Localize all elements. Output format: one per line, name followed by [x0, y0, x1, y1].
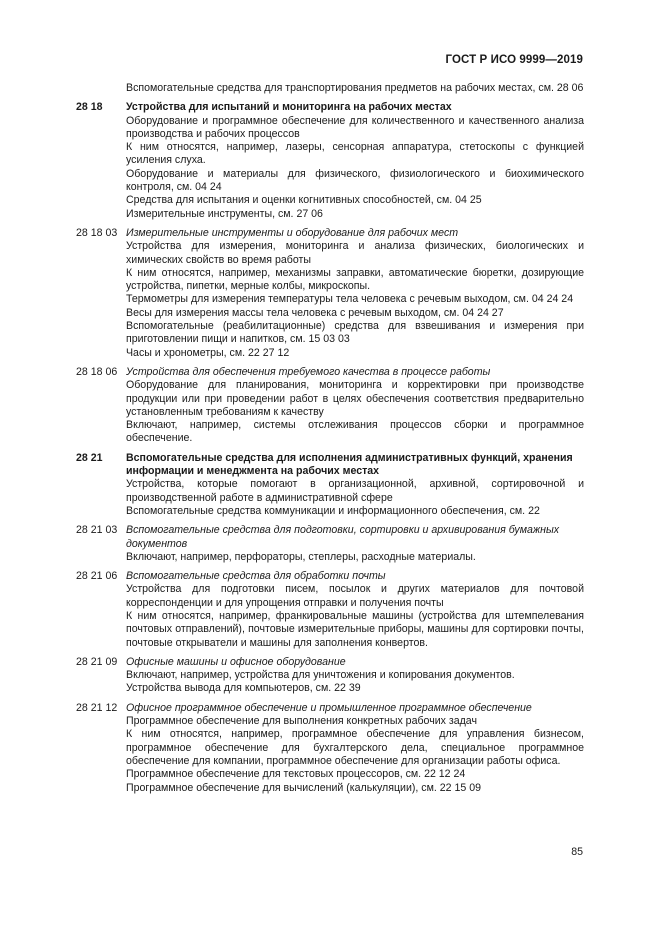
- entry-paragraph: Измерительные инструменты, см. 27 06: [126, 207, 323, 220]
- entry-paragraph: Термометры для измерения температуры тела человека с речевым выходом, см. 04 24 24: [126, 293, 574, 306]
- entry-title: Устройства для испытаний и мониторинга на рабочих местах: [126, 101, 452, 114]
- entry-title: Вспомогательные средства для обработки почты: [126, 570, 386, 583]
- intro-indent: [76, 82, 126, 95]
- entry-paragraph: Включают, например, перфораторы, степлеры, расходные материалы.: [126, 550, 476, 563]
- entry-code: 28 18 03: [76, 226, 118, 239]
- entry-paragraph: Вспомогательные средства коммуникации и информационного обеспечения, см. 22: [126, 504, 540, 517]
- classification-entry: [76, 570, 584, 650]
- entry-title: Офисное программное обеспечение и промышленное программное обеспечение: [126, 701, 532, 714]
- page-number: 85: [571, 846, 583, 858]
- entry-paragraph: Включают, например, системы отслеживания процессов сборки и программное обеспечение.: [126, 419, 584, 445]
- entry-paragraph: Устройства для подготовки писем, посылок и других материалов для почтовой корреспонденции и для упрощения отправки и получения почты: [126, 583, 584, 609]
- entry-paragraph: Часы и хронометры, см. 22 27 12: [126, 346, 290, 359]
- entry-title: Вспомогательные средства для исполнения административных функций, хранения информации и менеджмента на рабочих местах: [126, 451, 573, 478]
- entry-paragraph: Оборудование для планирования, мониторинга и корректировки при производстве продукции или при проведении работ в целях обеспечения соответствия предварительно установленным требованиям к качеству: [126, 379, 584, 418]
- intro-body: [126, 82, 584, 95]
- entry-code: 28 21 12: [76, 701, 118, 714]
- entry-paragraph: Оборудование и материалы для физического, физиологического и биохимического контроля, см. 04 24: [126, 167, 584, 194]
- entry-paragraph: Программное обеспечение для текстовых процессоров, см. 22 12 24: [126, 768, 466, 781]
- entry-title: Устройства для обеспечения требуемого качества в процессе работы: [126, 365, 491, 378]
- entry-paragraph: Вспомогательные (реабилитационные) средства для взвешивания и измерения при приготовлении пищи и напитков, см. 15 03 03: [126, 320, 584, 346]
- entry-paragraph: Устройства, которые помогают в организационной, архивной, сортировочной и производственной работе в административной сфере: [126, 478, 584, 504]
- entry-paragraph: Оборудование и программное обеспечение для количественного и качественного анализа производства и рабочих процессов: [126, 114, 584, 140]
- classification-entry: [76, 227, 584, 360]
- entry-paragraph: Программное обеспечение для выполнения конкретных рабочих задач: [126, 715, 477, 728]
- entry-paragraph: Программное обеспечение для вычислений (калькуляции), см. 22 15 09: [126, 781, 481, 794]
- entry-paragraph: Устройства вывода для компьютеров, см. 22 39: [126, 682, 361, 695]
- entry-code: 28 21 09: [76, 655, 118, 668]
- classification-entry: [76, 101, 584, 221]
- classification-entry: [76, 524, 584, 564]
- entry-paragraph: К ним относятся, например, франкировальные машины (устройства для штемпелевания почтовых отправлений), почтовые измерительные приборы, машины для сортировки почты, почтовые открыватели и машины для заполнения конвертов.: [126, 609, 584, 649]
- document-header: ГОСТ Р ИСО 9999—2019: [445, 54, 583, 66]
- intro-paragraph: Вспомогательные средства для транспортирования предметов на рабочих местах, см. 28 06: [126, 82, 584, 94]
- entry-body: [126, 524, 584, 564]
- entry-paragraph: К ним относятся, например, механизмы заправки, автоматические бюретки, дозирующие устройства, пипетки, мерные колбы, микроскопы.: [126, 266, 584, 293]
- entry-body: [126, 570, 584, 650]
- entry-title: Измерительные инструменты и оборудование для рабочих мест: [126, 226, 459, 239]
- entry-body: [126, 227, 584, 360]
- entry-title: Вспомогательные средства для подготовки, сортировки и архивирования бумажных документов: [126, 524, 560, 550]
- entries-list: [76, 101, 584, 795]
- classification-entry: [76, 702, 584, 795]
- entry-code: 28 21 03: [76, 524, 118, 537]
- classification-entry: [76, 366, 584, 446]
- entry-body: [126, 702, 584, 795]
- entry-code: 28 18 06: [76, 365, 118, 378]
- entry-paragraph: Средства для испытания и оценки когнитивных способностей, см. 04 25: [126, 194, 482, 207]
- entry-body: [126, 101, 584, 221]
- entry-body: [126, 366, 584, 446]
- entry-body: [126, 452, 584, 518]
- entry-paragraph: Включают, например, устройства для уничтожения и копирования документов.: [126, 669, 515, 682]
- entry-paragraph: К ним относятся, например, лазеры, сенсорная аппаратура, стетоскопы с функцией усиления слуха.: [126, 141, 584, 167]
- entry-body: [126, 656, 584, 696]
- entry-code: 28 21 06: [76, 570, 118, 583]
- entry-code: 28 18: [76, 101, 103, 114]
- entry-paragraph: Устройства для измерения, мониторинга и анализа физических, биологических и химических свойств во время работы: [126, 240, 584, 266]
- classification-entry: [76, 452, 584, 518]
- content-area: [76, 82, 584, 801]
- entry-paragraph: Весы для измерения массы тела человека с речевым выходом, см. 04 24 27: [126, 306, 504, 319]
- intro-block: [76, 82, 584, 95]
- entry-paragraph: К ним относятся, например, программное обеспечение для управления бизнесом, программное обеспечение для бухгалтерского дела, специальное программное обеспечение для компании, программное обеспечение для организации работы офиса.: [126, 728, 584, 767]
- entry-code: 28 21: [76, 451, 103, 464]
- entry-title: Офисные машины и офисное оборудование: [126, 655, 346, 668]
- classification-entry: [76, 656, 584, 696]
